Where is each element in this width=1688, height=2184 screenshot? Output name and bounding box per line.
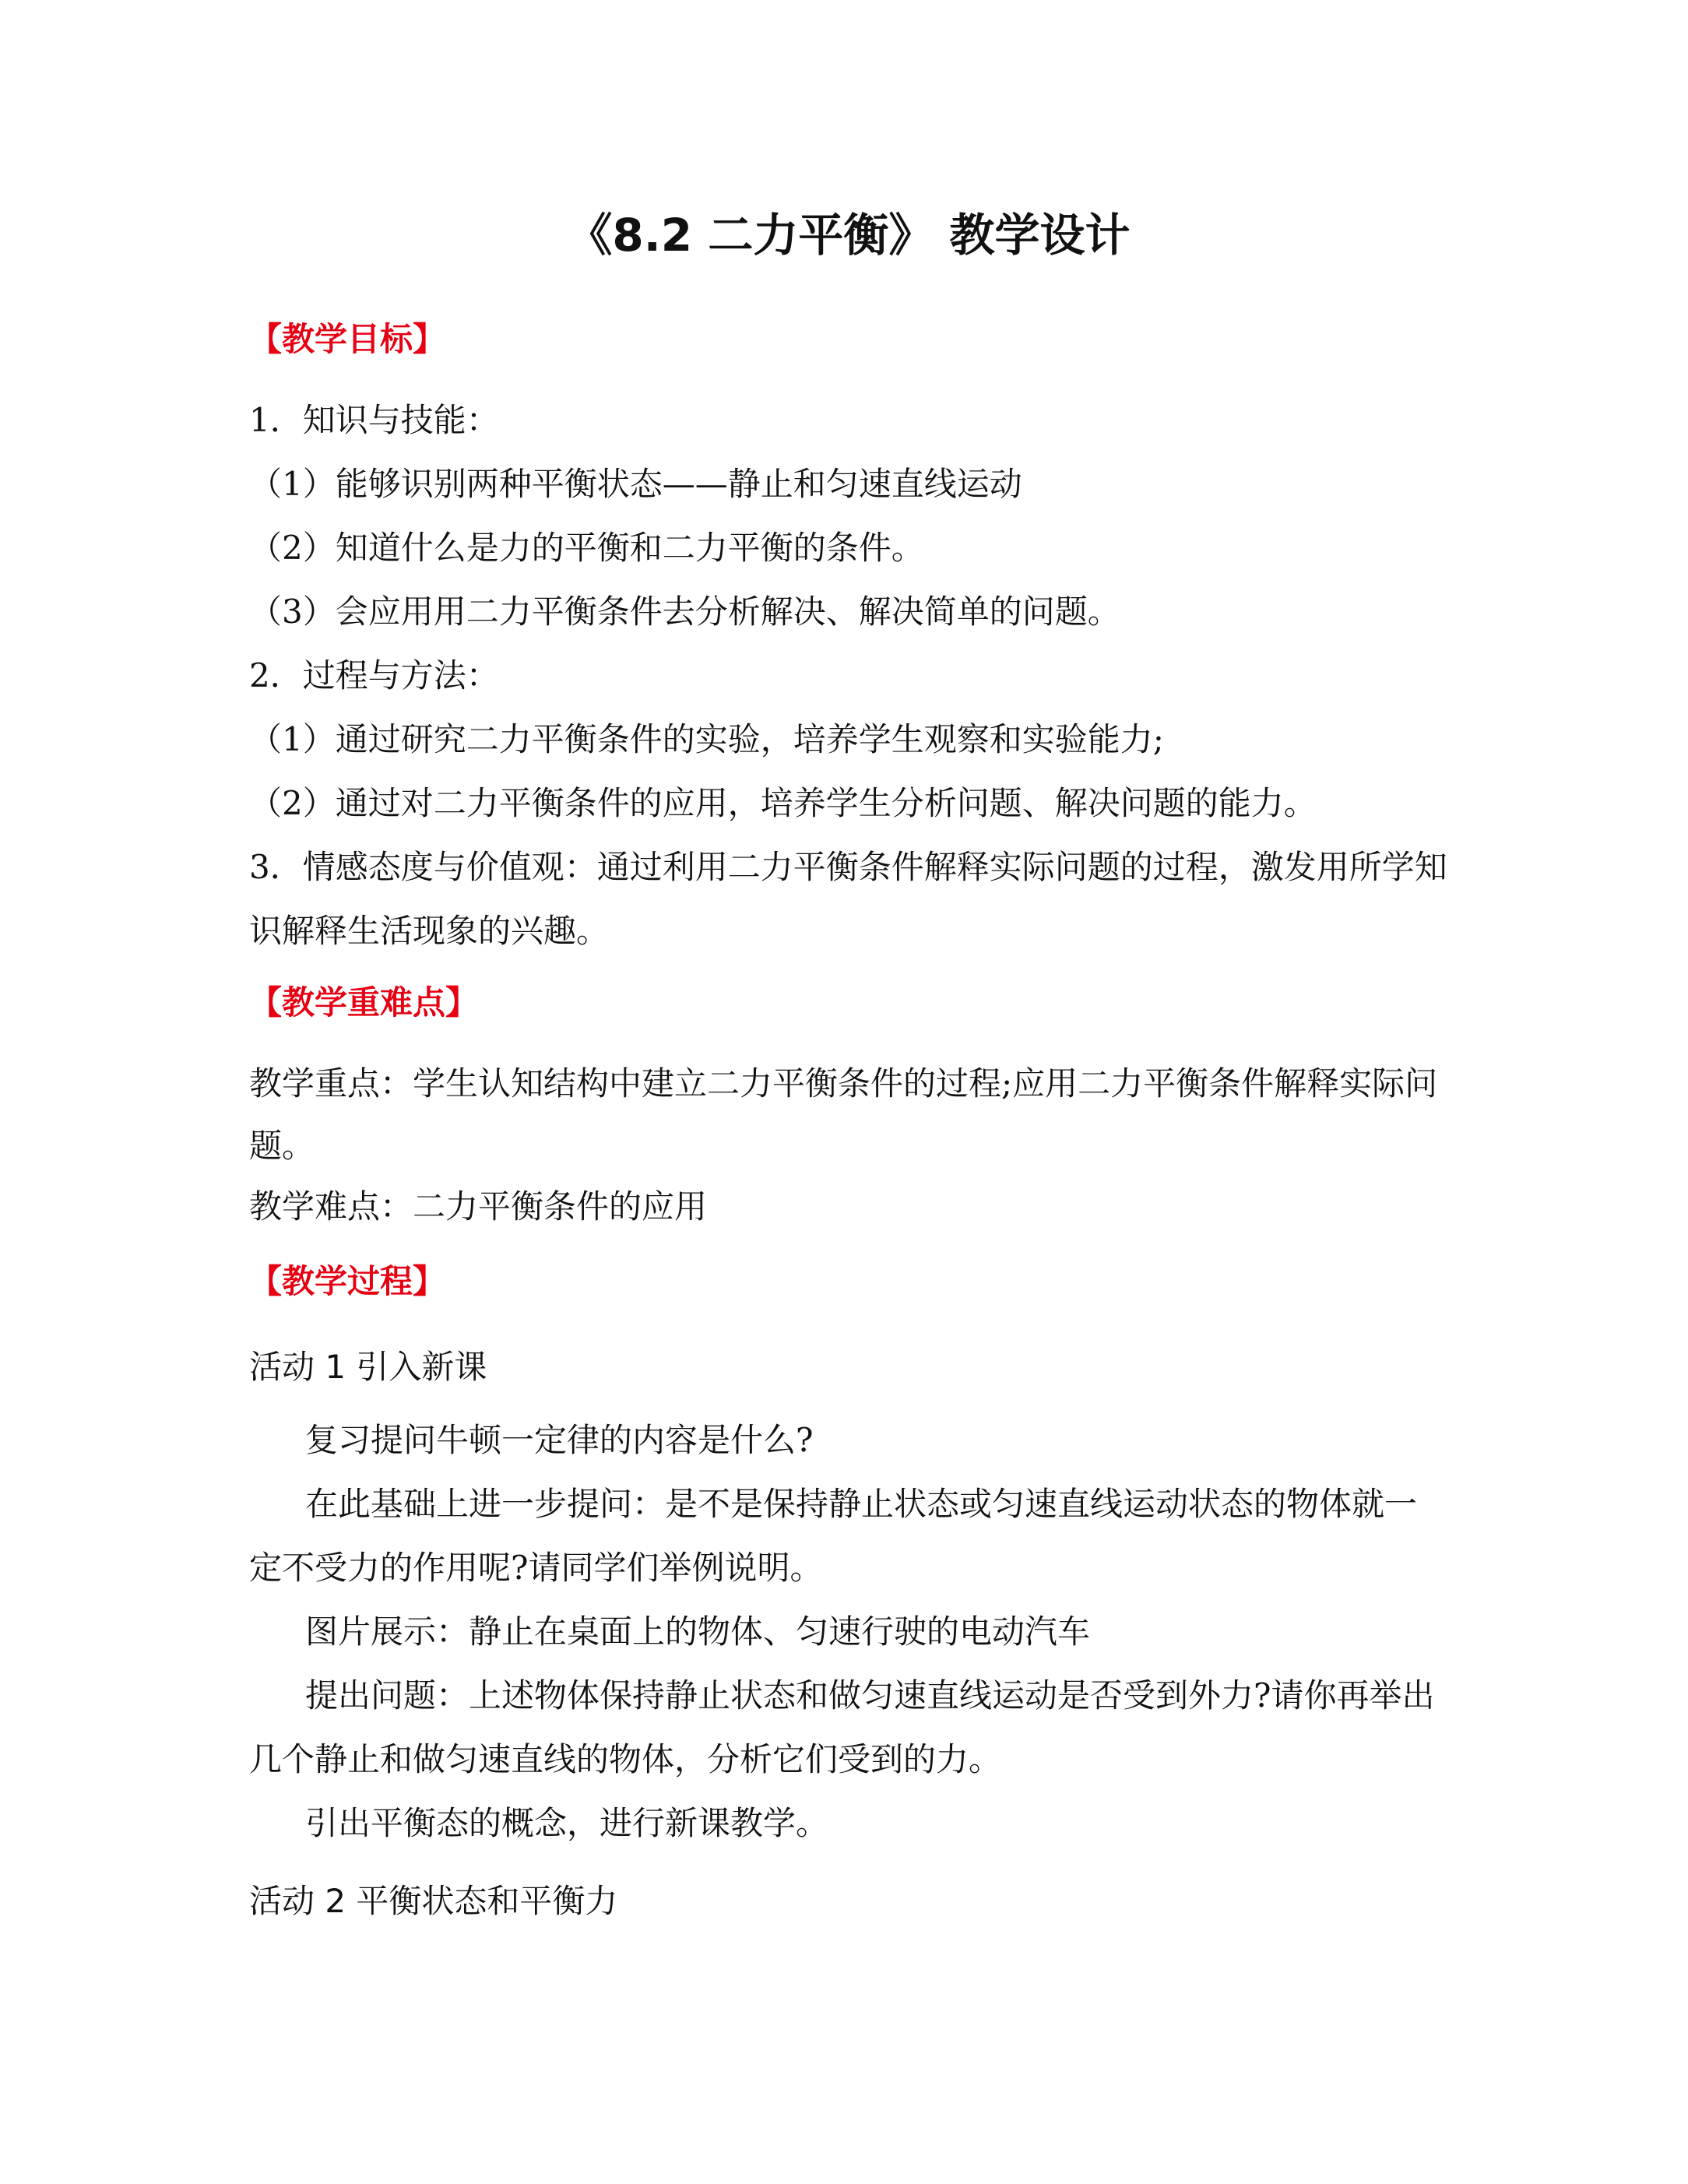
objective-line: （2）通过对二力平衡条件的应用，培养学生分析问题、解决问题的能力。 [249,784,1317,822]
key-point-line: 题。 [249,1127,315,1165]
key-point-line: 教学重点：学生认知结构中建立二力平衡条件的过程;应用二力平衡条件解释实际问 [249,1064,1438,1103]
objective-line: 2．过程与方法： [249,656,499,695]
activity-1-line: 图片展示：静止在桌面上的物体、匀速行驶的电动汽车 [305,1613,1091,1651]
objective-line: （1）能够识别两种平衡状态——静止和匀速直线运动 [249,465,1022,503]
activity-1-line: 定不受力的作用呢?请同学们举例说明。 [249,1549,823,1587]
activity-1-line: 复习提问牛顿一定律的内容是什么? [305,1421,814,1459]
section-heading-key-points: 【教学重难点】 [249,983,479,1022]
objective-line: （2）知道什么是力的平衡和二力平衡的条件。 [249,529,924,567]
objective-line: 识解释生活现象的兴趣。 [249,912,610,950]
document-page [249,0,1448,2184]
activity-1-title: 活动 1 引入新课 [249,1348,487,1386]
objective-line: 1．知识与技能： [249,401,499,439]
activity-1-line: 几个静止和做匀速直线的物体，分析它们受到的力。 [249,1740,1002,1778]
objective-line: （3）会应用用二力平衡条件去分析解决、解决简单的问题。 [249,593,1120,631]
activity-1-line: 引出平衡态的概念，进行新课教学。 [305,1804,829,1842]
objective-line: 3．情感态度与价值观：通过利用二力平衡条件解释实际问题的过程，激发用所学知 [249,848,1447,886]
document-title: 《8.2 二力平衡》 教学设计 [567,209,1131,262]
objective-line: （1）通过研究二力平衡条件的实验，培养学生观察和实验能力; [249,720,1164,758]
activity-2-title: 活动 2 平衡状态和平衡力 [249,1882,618,1920]
section-heading-process: 【教学过程】 [249,1262,446,1300]
key-point-line: 教学难点：二力平衡条件的应用 [249,1187,708,1226]
activity-1-line: 在此基础上进一步提问：是不是保持静止状态或匀速直线运动状态的物体就一 [305,1485,1418,1523]
activity-1-line: 提出问题：上述物体保持静止状态和做匀速直线运动是否受到外力?请你再举出 [305,1676,1435,1714]
section-heading-objectives: 【教学目标】 [249,320,446,358]
